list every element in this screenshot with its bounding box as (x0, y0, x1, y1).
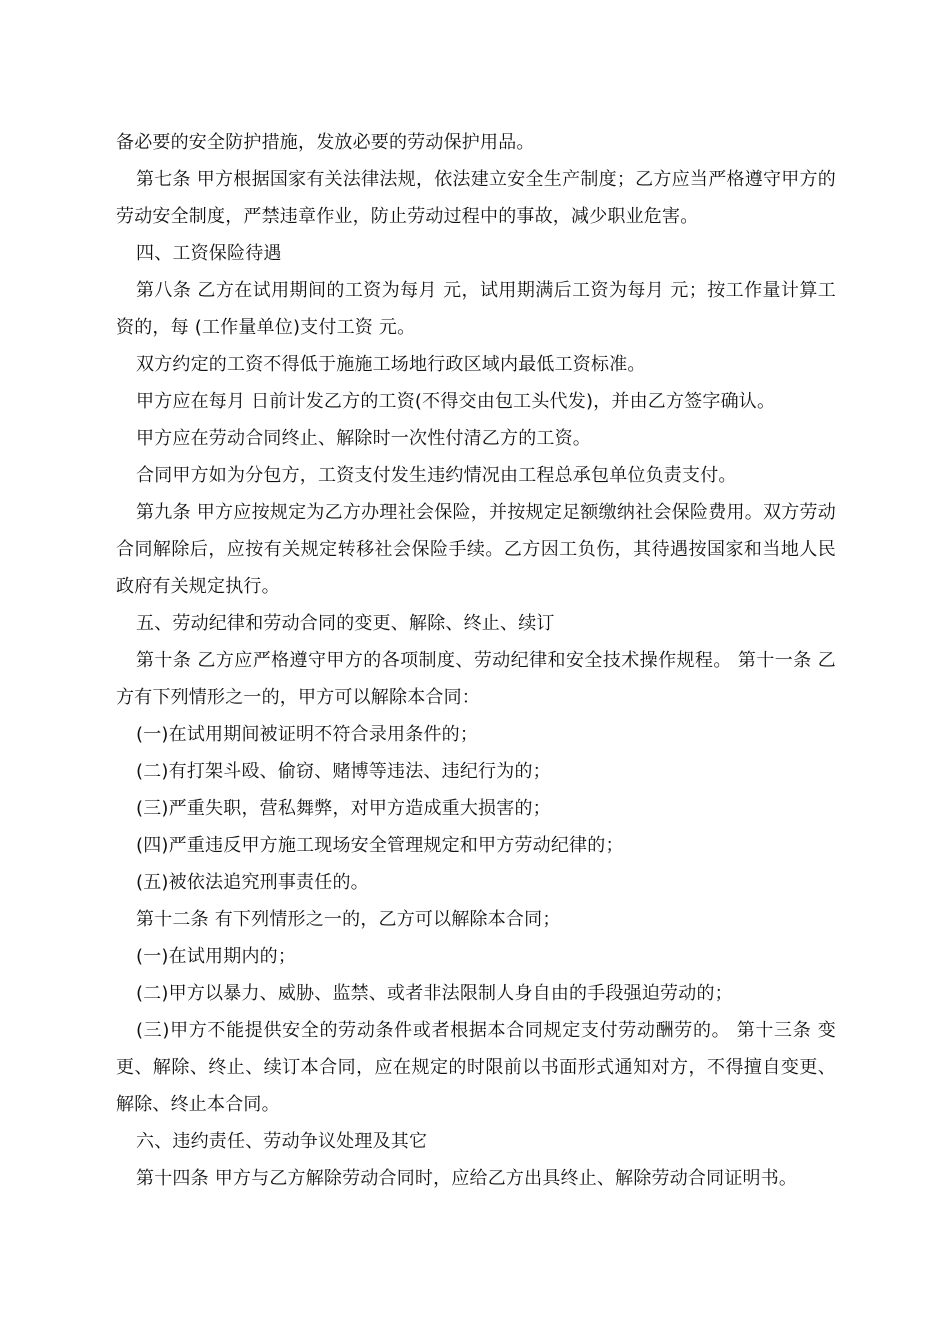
section-heading-liability: 六、违约责任、劳动争议处理及其它 (136, 1131, 428, 1152)
article-8: 第八条 乙方在试用期间的工资为每月 元，试用期满后工资为每月 元；按工作量计算工资的，每 (工作量单位)支付工资 元。 (116, 280, 836, 338)
article-9: 第九条 甲方应按规定为乙方办理社会保险，并按规定足额缴纳社会保险费用。双方劳动合同解除后，应按有关规定转移社会保险手续。乙方因工负伤，其待遇按国家和当地人民政府有关规定执行。 (116, 502, 836, 597)
paragraph-final-settlement: 甲方应在劳动合同终止、解除时一次性付清乙方的工资。 (136, 428, 591, 449)
paragraph-protection-measures: 备必要的安全防护措施，发放必要的劳动保护用品。 (116, 132, 535, 153)
section-heading-wages-insurance: 四、工资保险待遇 (136, 243, 282, 264)
list-item: (四)严重违反甲方施工现场安全管理规定和甲方劳动纪律的； (136, 835, 624, 856)
document-body (116, 124, 836, 1197)
list-item: (二)有打架斗殴、偷窃、赌博等违法、违纪行为的； (136, 761, 551, 782)
article-7: 第七条 甲方根据国家有关法律法规，依法建立安全生产制度；乙方应当严格遵守甲方的劳动安全制度，严禁违章作业，防止劳动过程中的事故，减少职业危害。 (116, 169, 836, 227)
list-item: (三)严重失职，营私舞弊，对甲方造成重大损害的； (136, 798, 551, 819)
article-12: 第十二条 有下列情形之一的，乙方可以解除本合同； (136, 909, 561, 930)
list-item: (二)甲方以暴力、威胁、监禁、或者非法限制人身自由的手段强迫劳动的； (136, 983, 733, 1004)
list-item: (一)在试用期内的； (136, 946, 297, 967)
article-13: (三)甲方不能提供安全的劳动条件或者根据本合同规定支付劳动酬劳的。 第十三条 变更、解除、终止、续订本合同，应在规定的时限前以书面形式通知对方，不得擅自变更、解除、终止本合同。 (116, 1020, 836, 1115)
paragraph-subcontractor: 合同甲方如为分包方，工资支付发生违约情况由工程总承包单位负责支付。 (136, 465, 737, 486)
section-heading-discipline: 五、劳动纪律和劳动合同的变更、解除、终止、续订 (136, 613, 555, 634)
list-item: (一)在试用期间被证明不符合录用条件的； (136, 724, 479, 745)
list-item: (五)被依法追究刑事责任的。 (136, 872, 369, 893)
article-14: 第十四条 甲方与乙方解除劳动合同时，应给乙方出具终止、解除劳动合同证明书。 (136, 1168, 798, 1189)
paragraph-monthly-payment: 甲方应在每月 日前计发乙方的工资(不得交由包工头代发)，并由乙方签字确认。 (136, 391, 776, 412)
article-10-11: 第十条 乙方应严格遵守甲方的各项制度、劳动纪律和安全技术操作规程。 第十一条 乙方有下列情形之一的，甲方可以解除本合同： (116, 650, 836, 708)
paragraph-minimum-wage: 双方约定的工资不得低于施施工场地行政区域内最低工资标准。 (136, 354, 646, 375)
